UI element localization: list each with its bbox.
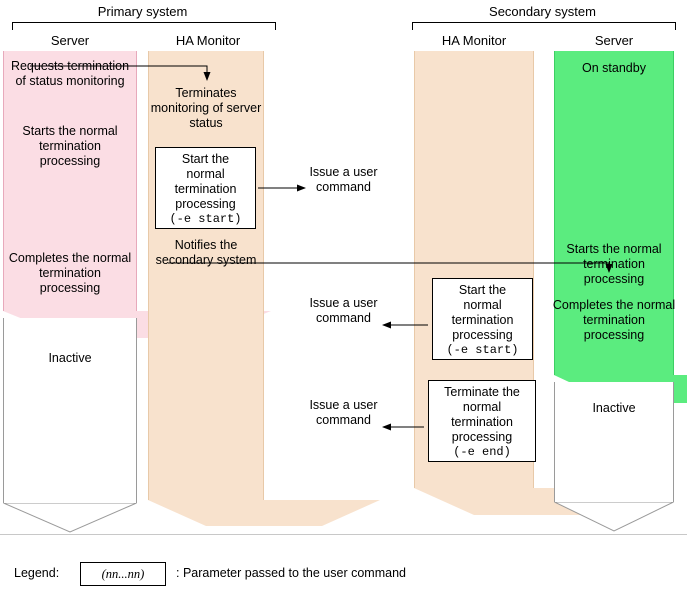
group-title-secondary: Secondary system [489,4,596,19]
primary-monitor-box-line1: Start the [181,152,230,166]
secondary-box2-line4: processing [451,430,513,444]
secondary-server-step2: Completes the normal termination processing [552,298,676,342]
secondary-box1-param: (-e start) [446,343,519,357]
primary-server-step2: Starts the normal termination processing [22,124,118,168]
secondary-issue-user-command-2: Issue a user command [309,398,378,427]
secondary-box1-line4: processing [452,328,513,342]
primary-monitor-box-line2: normal [186,167,225,181]
column-label-secondary-server: Server [594,33,634,48]
primary-server-inactive-label: Inactive [48,351,92,365]
secondary-box1-line2: normal [463,298,502,312]
primary-monitor-box-line4: processing [175,197,236,211]
secondary-box2-line1: Terminate the [444,385,520,399]
primary-monitor-notify: Notifies the secondary system [155,238,257,267]
primary-monitor-step1: Terminates monitoring of server status [150,86,262,130]
secondary-server-standby: On standby [582,61,646,75]
secondary-box2-param: (-e end) [453,445,511,459]
primary-server-step1: Requests termination of status monitoring [10,59,130,88]
secondary-box1-line1: Start the [458,283,507,297]
primary-monitor-box-param: (-e start) [169,212,242,226]
primary-monitor-box-line3: termination [174,182,237,196]
column-label-secondary-ha-monitor: HA Monitor [441,33,507,48]
secondary-server-inactive-label: Inactive [592,401,636,415]
secondary-server-step1: Starts the normal termination processing [566,242,662,286]
primary-server-step3: Completes the normal termination processing [8,251,132,295]
legend-label: Legend: [14,566,60,580]
legend-divider [0,534,687,535]
secondary-box2-line2: normal [462,400,502,414]
legend-sample-box: (nn...nn) [80,562,166,586]
primary-issue-user-command: Issue a user command [309,165,378,194]
secondary-box1-line3: termination [451,313,514,327]
column-label-primary-ha-monitor: HA Monitor [175,33,241,48]
group-title-primary: Primary system [97,4,188,19]
legend-description: : Parameter passed to the user command [176,566,406,580]
secondary-issue-user-command-1: Issue a user command [309,296,378,325]
secondary-box2-line3: termination [451,415,513,429]
column-label-primary-server: Server [50,33,90,48]
